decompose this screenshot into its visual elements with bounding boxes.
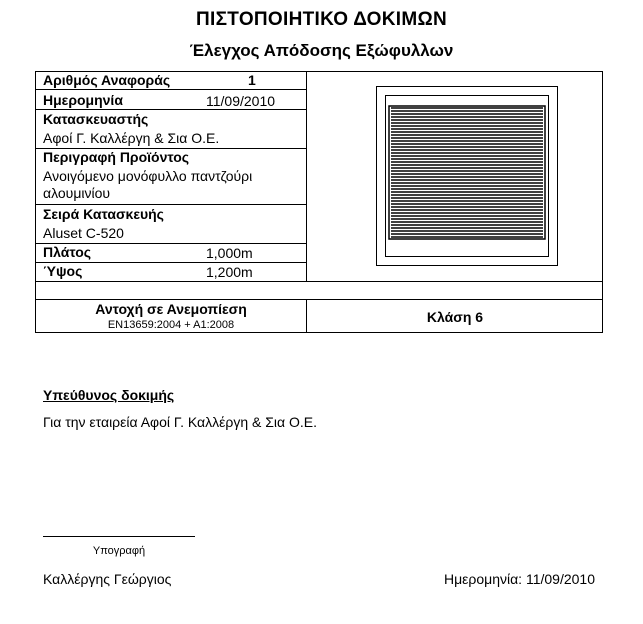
row-divider [36,299,602,300]
signature-label: Υπογραφή [92,545,146,557]
date-label: Ημερομηνία [43,92,123,108]
manufacturer-value: Αφοί Γ. Καλλέργη & Σια Ο.Ε. [43,130,220,146]
responsible-heading: Υπεύθυνος δοκιμής [43,387,175,403]
class-value: Κλάση 6 [426,309,484,325]
signature-date-value: 11/09/2010 [525,571,595,587]
page-subtitle: Έλεγχος Απόδοσης Εξώφυλλων [189,41,454,60]
series-label: Σειρά Κατασκευής [43,206,164,222]
certificate-table [35,71,603,333]
width-label: Πλάτος [43,244,92,260]
description-value: Ανοιγόμενο μονόφυλλο παντζούρι αλουμινίου [43,168,253,201]
page-title: ΠΙΣΤΟΠΟΙΗΤΙΚΟ ΔΟΚΙΜΩΝ [195,9,448,30]
responsible-text: Για την εταιρεία Αφοί Γ. Καλλέργη & Σια Ο.Ε. [43,414,317,430]
wind-resistance-standard: EN13659:2004 + A1:2008 [107,319,235,331]
signature-line [43,536,195,537]
report-number-value: 1 [248,72,256,88]
shutter-drawing [376,86,559,266]
row-divider [36,204,306,205]
report-number-label: Αριθμός Αναφοράς [43,72,171,88]
signatory-name: Καλλέργης Γεώργιος [43,571,172,587]
row-divider [36,89,306,90]
height-label: Ύψος [43,263,83,279]
series-value: Aluset C-520 [43,225,124,241]
width-value: 1,000m [206,245,253,261]
date-value: 11/09/2010 [206,93,276,109]
row-divider [36,281,602,282]
row-divider [36,109,306,110]
column-divider [306,72,307,281]
wind-resistance-label: Αντοχή σε Ανεμοπίεση [95,301,247,317]
description-label: Περιγραφή Προϊόντος [43,149,190,165]
height-value: 1,200m [206,264,253,280]
signature-date-label: Ημερομηνία: [443,571,523,587]
manufacturer-label: Κατασκευαστής [43,111,149,127]
signature-date [444,571,595,587]
